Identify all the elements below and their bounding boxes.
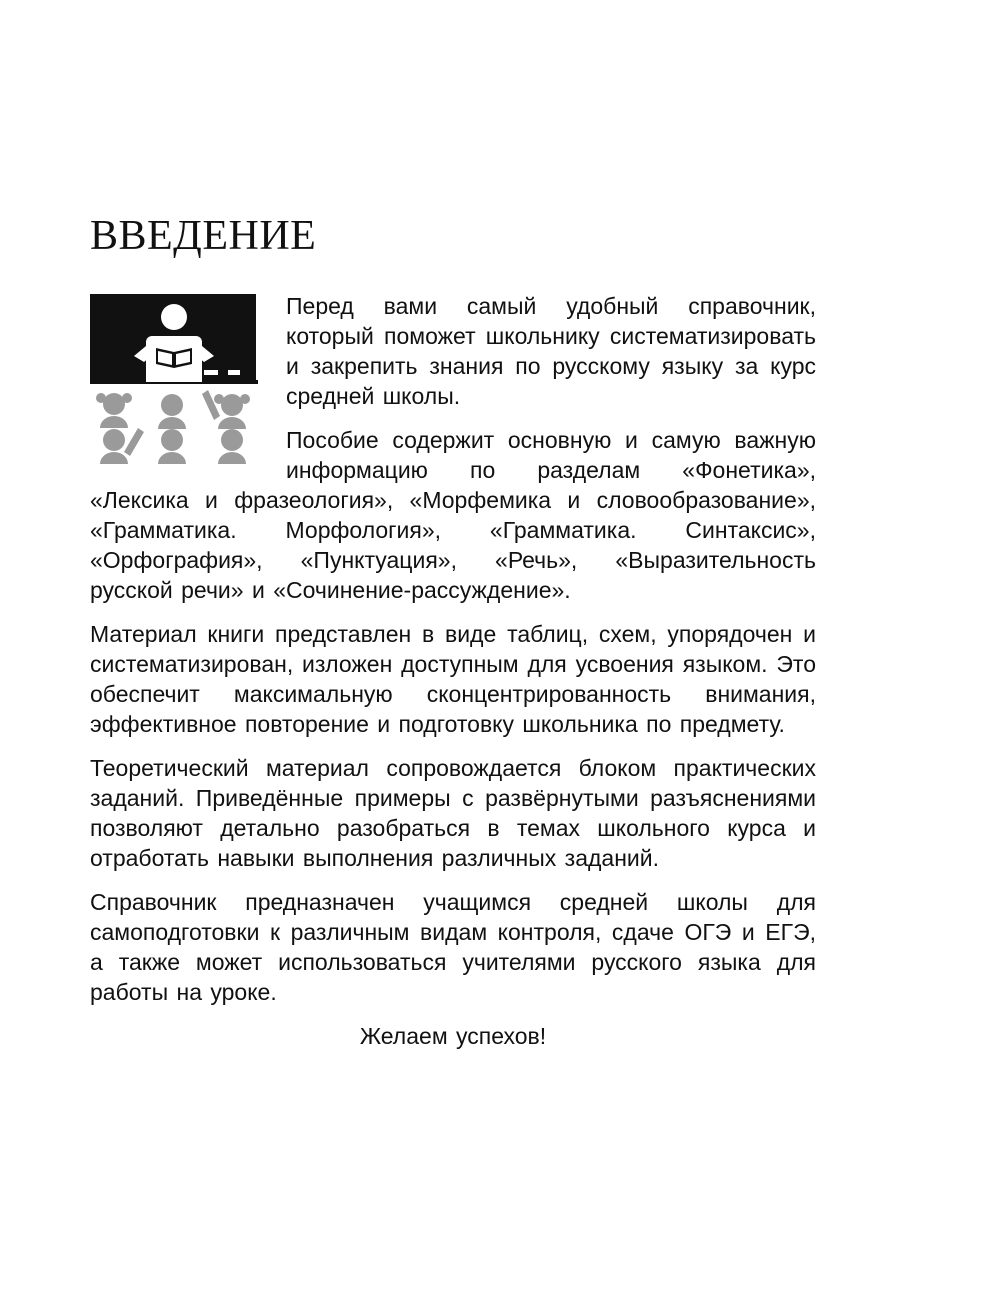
paragraph: Материал книги представлен в виде таблиц, схем, упорядочен и систематизирован, изложен доступным для усвоения языком. Это обеспечит максимальную сконцентрированность внимания, эффективное повторение и подготовку школьника по предмету. bbox=[90, 621, 816, 737]
intro-text bbox=[90, 291, 816, 1065]
paragraph: Теоретический материал сопровождается блоком практических заданий. Приведённые примеры с развёрнутыми разъяснениями позволяют детально разобраться в темах школьного курса и отработать навыки выполнения различных заданий. bbox=[90, 755, 816, 871]
paragraph: Справочник предназначен учащимся средней школы для самоподготовки к различным видам контроля, сдаче ОГЭ и ЕГЭ, а также может использоваться учителями русского языка для работы на уроке. bbox=[90, 889, 816, 1005]
paragraph: Перед вами самый удобный справочник, который поможет школьнику систематизировать и закрепить знания по русскому языку за курс средней школы. bbox=[286, 293, 816, 409]
page-title: ВВЕДЕНИЕ bbox=[90, 213, 317, 259]
paragraph: Пособие содержит основную и самую важную информацию по разделам «Фонетика», «Лексика и фразеология», «Морфемика и словообразование», «Грамматика. Морфология», «Грамматика. Синтаксис», «Орфография», «Пунктуация», «Речь», «Выразительность русской речи» и «Сочинение-рассуждение». bbox=[90, 427, 816, 603]
closing-wish: Желаем успехов! bbox=[359, 1023, 547, 1049]
classroom-teacher-students-icon bbox=[90, 294, 262, 470]
